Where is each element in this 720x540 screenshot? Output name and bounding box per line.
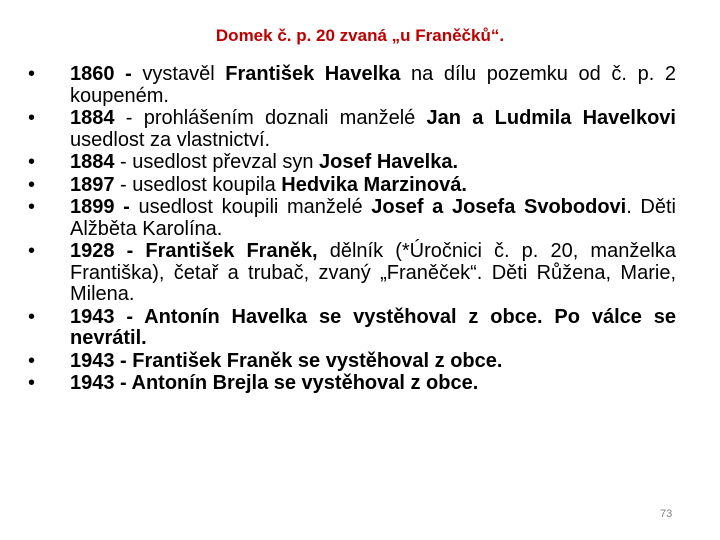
list-item [28,307,676,350]
bold-text: Jan a Ludmila Havelkovi [426,107,676,129]
bold-text: 1899 - [70,196,139,218]
bold-text: 1884 [70,107,115,129]
bold-text: 1884 [70,151,115,173]
text: dělník (*Úročnici č. p. 20, manželka Františka), četař a trubač, zvaný „Franěček“. Děti Růžena, Marie, Milena. [70,240,677,305]
bold-text: 1943 - Antonín Brejla se vystěhoval z obce. [70,372,479,394]
bullet-icon: • [28,151,36,173]
bold-text: 1860 - [70,63,143,85]
page-number: 73 [660,508,673,520]
bullet-icon: • [28,196,36,218]
text: vystavěl [142,63,226,85]
bold-text: František Havelka [225,63,401,85]
text: . Děti Alžběta Karolína. [70,196,677,240]
list-item [28,175,676,197]
text: - usedlost převzal syn [114,151,320,173]
bullet-icon: • [28,372,36,394]
bullet-icon: • [28,63,36,85]
text: usedlost za vlastnictví. [70,128,271,151]
text: - prohlášením doznali manželé [114,107,427,129]
slide-title: Domek č. p. 20 zvaná „u Franěčků“. [215,26,505,45]
text: na dílu pozemku od č. p. 2 koupeném. [70,63,677,107]
bullet-icon: • [28,173,36,196]
list-item [28,64,676,107]
list-item [28,351,676,373]
bullet-icon: • [28,240,36,262]
bold-text: Josef a Josefa Svobodovi [371,196,627,218]
bold-text: 1928 - František Franěk, [70,240,318,262]
text: - usedlost koupila [114,173,282,196]
bold-text: Hedvika Marzinová. [281,173,467,196]
bold-text: Josef Havelka. [319,151,459,173]
list-item [28,108,676,151]
bullet-icon: • [28,107,36,129]
bold-text: 1897 [70,173,115,196]
bullet-icon: • [28,305,36,328]
list-item [28,152,676,174]
bullet-list [28,64,676,396]
bullet-icon: • [28,349,36,372]
text: usedlost koupili manželé [138,196,372,218]
list-item [28,241,676,306]
bold-text: 1943 - Antonín Havelka se vystěhoval z obce. Po válce se nevrátil. [70,305,676,349]
bold-text: 1943 - František Franěk se vystěhoval z obce. [70,349,503,372]
list-item [28,373,676,395]
list-item [28,197,676,240]
